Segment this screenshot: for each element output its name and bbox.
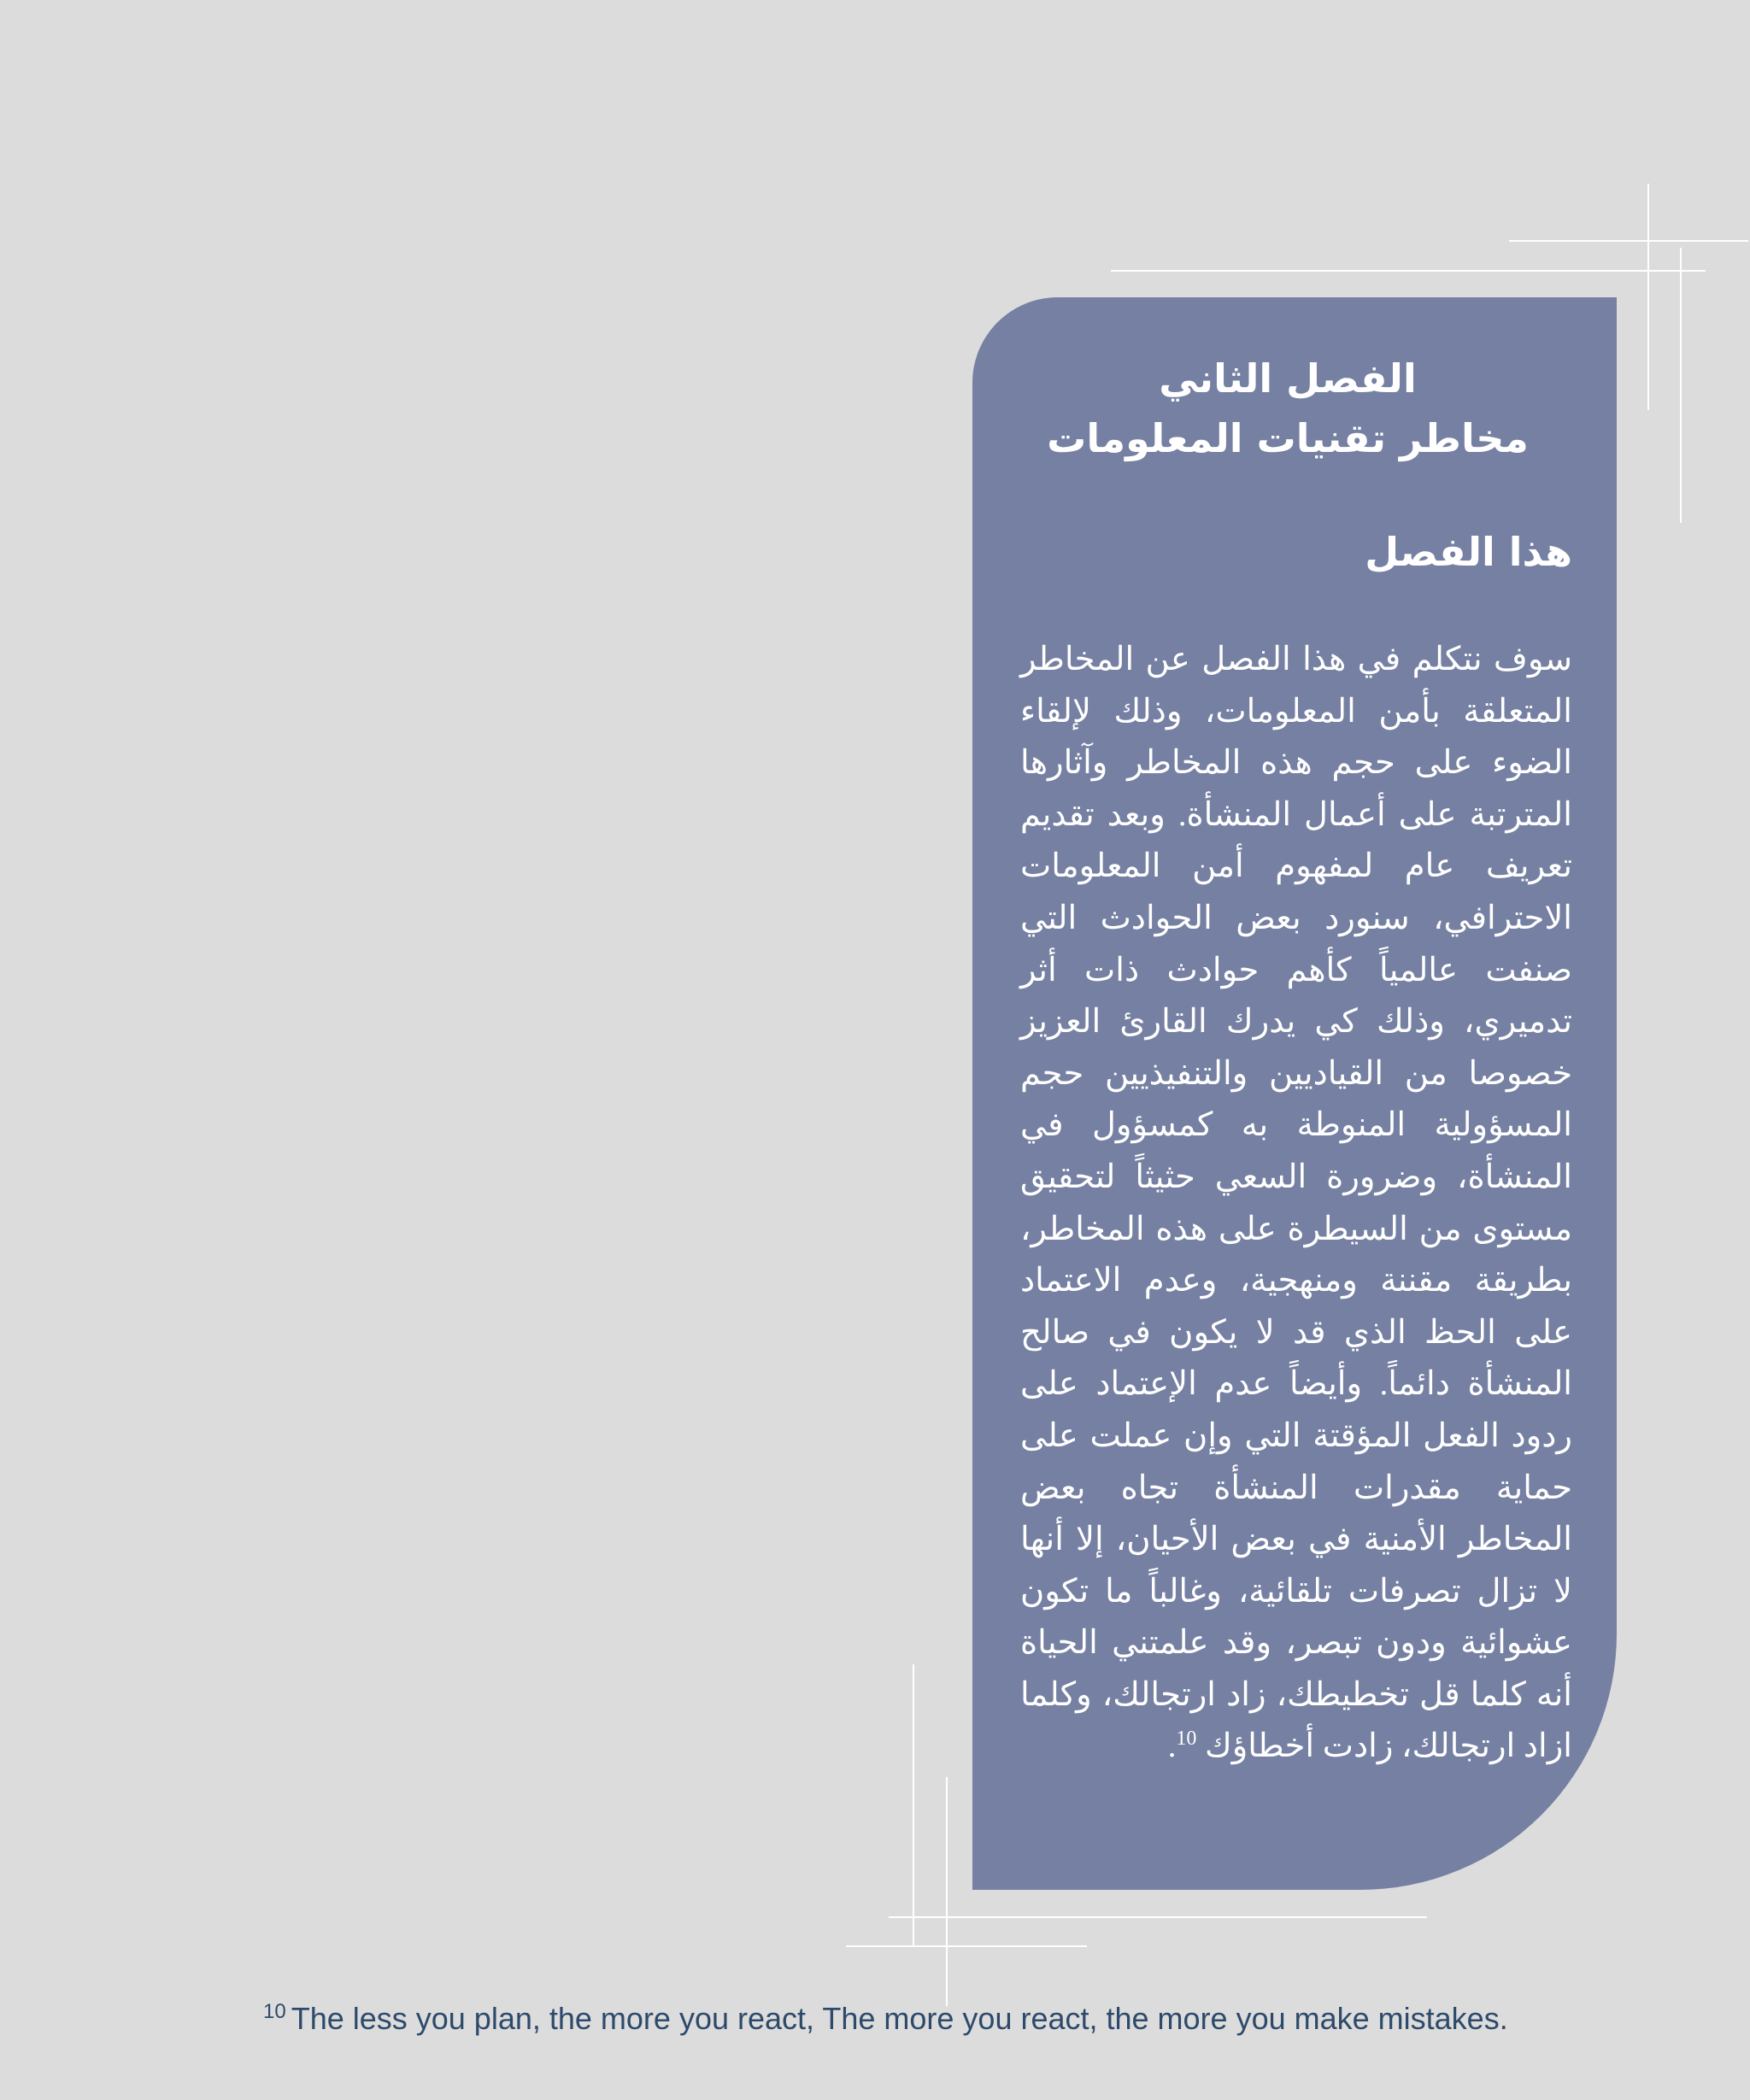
section-body	[1020, 634, 1572, 1773]
section-title: هذا الفصل	[1365, 529, 1572, 575]
decorative-line	[846, 1945, 1087, 1947]
section-body-text: سوف نتكلم في هذا الفصل عن المخاطر المتعلقة بأمن المعلومات، وذلك لإلقاء الضوء على حجم هذه المخاطر وآثارها المترتبة على أعمال المنشأة. وبعد تقديم تعريف عام لمفهوم أمن المعلومات الاحترافي، سنورد بعض الحوادث التي صنفت عالمياً كأهم حوادث ذات أثر تدميري، وذلك كي يدرك القارئ العزيز خصوصا من القياديين والتنفيذيين حجم المسؤولية المنوطة به كمسؤول في المنشأة، وضرورة السعي حثيثاً لتحقيق مستوى من السيطرة على هذه المخاطر، بطريقة مقننة ومنهجية، وعدم الاعتماد على الحظ الذي قد لا يكون في صالح المنشأة دائماً. وأيضاً عدم الإعتماد على ردود الفعل المؤقتة التي وإن عملت على حماية مقدرات المنشأة تجاه بعض المخاطر الأمنية في بعض الأحيان، إلا أنها لا تزال تصرفات تلقائية، وغالباً ما تكون عشوائية ودون تبصر، وقد علمتني الحياة أنه كلما قل تخطيطك، زاد ارتجالك، وكلما ازاد ارتجالك، زادت أخطاؤك	[1020, 642, 1572, 1765]
decorative-line	[1680, 248, 1682, 523]
decorative-line	[1509, 240, 1748, 242]
end-punctuation: .	[1167, 1728, 1177, 1765]
decorative-line	[1111, 270, 1706, 272]
decorative-line	[913, 1664, 914, 1946]
footnote-number: 10	[263, 2000, 286, 2023]
chapter-panel	[972, 297, 1617, 1890]
decorative-line	[946, 1777, 948, 2006]
chapter-number: الفصل الثاني	[1159, 355, 1417, 402]
footnote-reference: 10	[1176, 1728, 1197, 1751]
decorative-line	[889, 1916, 1427, 1918]
footnote-text: The less you plan, the more you react, The more you react, the more you make mistakes.	[291, 2001, 1508, 2036]
chapter-title: مخاطر تقنيات المعلومات	[1047, 415, 1529, 461]
decorative-line	[1647, 184, 1649, 410]
footnote	[263, 1999, 1630, 2038]
